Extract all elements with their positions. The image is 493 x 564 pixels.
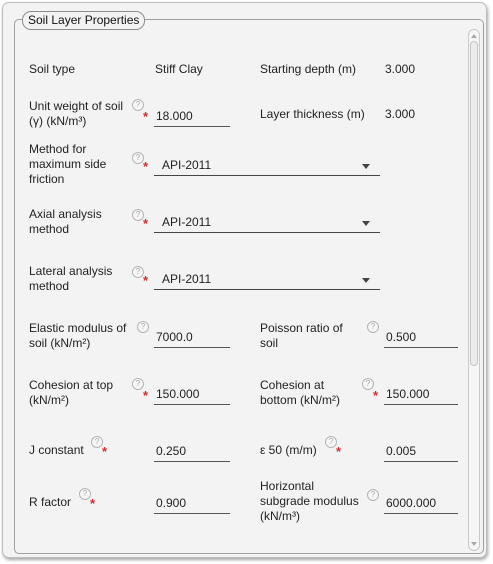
help-icon[interactable]: ? — [325, 436, 337, 448]
unit-weight-label — [29, 99, 123, 129]
scrollbar-thumb[interactable] — [470, 41, 478, 366]
lateral-method-selected: API-2011 — [162, 272, 212, 286]
lateral-method-label-line2: method — [29, 279, 70, 293]
elastic-modulus-label-line1: Elastic modulus of — [29, 321, 127, 335]
help-icon[interactable]: ? — [132, 378, 144, 390]
axial-method-selected: API-2011 — [162, 215, 212, 229]
elastic-modulus-value: 7000.0 — [156, 330, 193, 344]
starting-depth-value: 3.000 — [385, 62, 416, 76]
cohesion-bottom-label-line1: Cohesion at — [260, 378, 325, 392]
horizontal-modulus-label — [260, 479, 359, 524]
axial-method-select[interactable] — [154, 212, 380, 233]
help-icon[interactable]: ? — [367, 321, 379, 333]
scroll-up-arrow-icon[interactable] — [471, 34, 477, 38]
epsilon50-input[interactable] — [384, 442, 458, 462]
required-icon: * — [373, 388, 379, 403]
max-side-friction-selected: API-2011 — [162, 158, 212, 172]
axial-method-label-line1: Axial analysis — [29, 207, 102, 221]
required-icon: * — [143, 109, 149, 124]
vertical-scrollbar[interactable] — [468, 29, 480, 551]
r-factor-label: R factor — [29, 495, 72, 509]
starting-depth-label: Starting depth (m) — [260, 62, 357, 76]
unit-weight-input[interactable] — [154, 107, 230, 127]
lateral-method-select[interactable] — [154, 269, 380, 290]
cohesion-top-value: 150.000 — [156, 387, 200, 401]
cohesion-top-label-line2: (kN/m²) — [29, 393, 69, 407]
cohesion-bottom-label — [260, 378, 340, 408]
help-icon[interactable]: ? — [132, 152, 144, 164]
cohesion-top-label — [29, 378, 113, 408]
required-icon: * — [143, 273, 149, 288]
cohesion-bottom-label-line2: bottom (kN/m²) — [260, 393, 341, 407]
soil-type-value: Stiff Clay — [155, 62, 203, 76]
elastic-modulus-label-line2: soil (kN/m²) — [29, 336, 91, 350]
cohesion-top-input[interactable] — [154, 385, 230, 405]
elastic-modulus-label — [29, 321, 126, 351]
help-icon[interactable]: ? — [367, 489, 379, 501]
help-icon[interactable]: ? — [132, 266, 144, 278]
chevron-down-icon — [362, 164, 370, 169]
epsilon50-label: ε 50 (m/m) — [260, 443, 317, 457]
unit-weight-value: 18.000 — [156, 109, 193, 123]
j-constant-label: J constant — [29, 443, 84, 457]
max-side-friction-label-line2: maximum side — [29, 157, 107, 171]
horizontal-modulus-label-line1: Horizontal — [260, 479, 315, 493]
horizontal-modulus-input[interactable] — [384, 494, 458, 514]
poisson-ratio-input[interactable] — [384, 328, 458, 348]
required-icon: * — [102, 444, 108, 459]
epsilon50-value: 0.005 — [386, 444, 417, 458]
cohesion-bottom-value: 150.000 — [386, 387, 430, 401]
unit-weight-label-line1: Unit weight of soil — [29, 99, 124, 113]
required-icon: * — [90, 496, 96, 511]
cohesion-bottom-input[interactable] — [384, 385, 458, 405]
max-side-friction-label-line1: Method for — [29, 142, 87, 156]
poisson-ratio-label-line2: soil — [260, 336, 279, 350]
help-icon[interactable]: ? — [137, 321, 149, 333]
max-side-friction-label — [29, 142, 106, 187]
chevron-down-icon — [362, 221, 370, 226]
scroll-down-arrow-icon[interactable] — [471, 542, 477, 546]
poisson-ratio-value: 0.500 — [386, 330, 417, 344]
help-icon[interactable]: ? — [132, 99, 144, 111]
soil-layer-panel — [2, 2, 487, 558]
help-icon[interactable]: ? — [132, 209, 144, 221]
horizontal-modulus-label-line2: subgrade modulus — [260, 494, 359, 508]
layer-thickness-label: Layer thickness (m) — [260, 107, 365, 121]
r-factor-value: 0.900 — [156, 496, 187, 510]
required-icon: * — [143, 159, 149, 174]
max-side-friction-select[interactable] — [154, 155, 380, 176]
help-icon[interactable]: ? — [91, 436, 103, 448]
poisson-ratio-label — [260, 321, 343, 351]
help-icon[interactable]: ? — [79, 488, 91, 500]
required-icon: * — [143, 216, 149, 231]
lateral-method-label — [29, 264, 112, 294]
layer-thickness-value: 3.000 — [385, 107, 416, 121]
elastic-modulus-input[interactable] — [154, 328, 230, 348]
fieldset-legend: Soil Layer Properties — [22, 11, 145, 30]
unit-weight-label-line2: (γ) (kN/m³) — [29, 114, 87, 128]
horizontal-modulus-label-line3: (kN/m³) — [260, 509, 300, 523]
soil-type-label: Soil type — [29, 62, 76, 76]
max-side-friction-label-line3: friction — [29, 172, 65, 186]
axial-method-label — [29, 207, 102, 237]
j-constant-input[interactable] — [154, 442, 230, 462]
poisson-ratio-label-line1: Poisson ratio of — [260, 321, 343, 335]
cohesion-top-label-line1: Cohesion at top — [29, 378, 114, 392]
lateral-method-label-line1: Lateral analysis — [29, 264, 113, 278]
axial-method-label-line2: method — [29, 222, 70, 236]
required-icon: * — [336, 444, 342, 459]
required-icon: * — [143, 388, 149, 403]
horizontal-modulus-value: 6000.000 — [386, 496, 437, 510]
j-constant-value: 0.250 — [156, 444, 187, 458]
r-factor-input[interactable] — [154, 494, 230, 514]
help-icon[interactable]: ? — [362, 378, 374, 390]
chevron-down-icon — [362, 278, 370, 283]
